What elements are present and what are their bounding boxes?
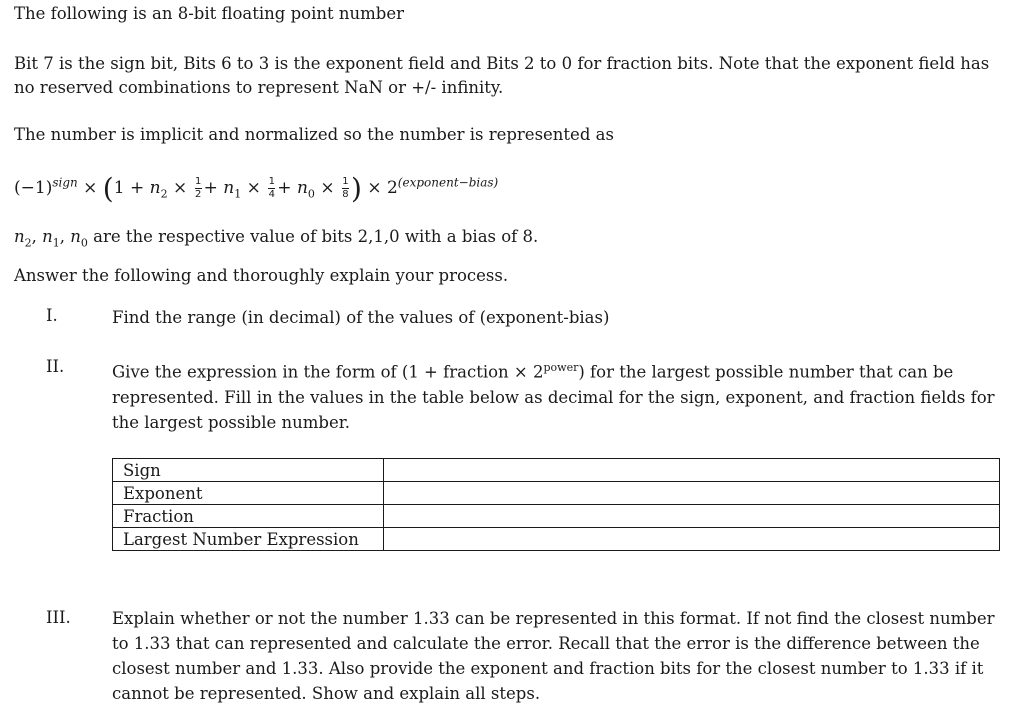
formula-n0: n [296, 178, 308, 198]
bits-note-text: are the respective value of bits 2,1,0 with a bias of 8. [93, 227, 539, 246]
formula-times: × [320, 178, 335, 198]
question-2-number: II. [46, 357, 65, 376]
table-row [113, 528, 1000, 551]
formula-open-paren: ( [102, 172, 114, 205]
table-value-fraction[interactable] [384, 505, 1000, 528]
formula-n0-sub: 0 [307, 187, 315, 201]
normalized-text: The number is implicit and normalized so the number is represented as [14, 125, 614, 144]
question-1-number: I. [46, 306, 58, 325]
formula-one-plus: 1 + [113, 178, 145, 198]
bits-note: $n_2$, $n_1$, $n_0$ are the respective value of bits 2,1,0 with a bias of 8. [14, 227, 539, 250]
formula-n1: n [223, 178, 235, 198]
table-label-sign: Sign [113, 459, 384, 482]
formula-plus: + [277, 178, 292, 198]
formula-sign-exponent: sign [52, 175, 78, 190]
formula [14, 172, 498, 205]
question-3-number: III. [46, 608, 71, 627]
formula-n1-sub: 1 [234, 187, 242, 201]
formula-times: × [367, 178, 382, 198]
format-description: Bit 7 is the sign bit, Bits 6 to 3 is the exponent field and Bits 2 to 0 for fraction bits. Note that the exponent field has no reserved combinations to represent NaN or +/- infinity. [14, 54, 990, 97]
fraction-eighth: $\frac{1}{8}$ [342, 176, 349, 200]
table-value-exponent[interactable] [384, 482, 1000, 505]
intro-text: The following is an 8-bit floating point number [14, 4, 404, 23]
question-3-text: Explain whether or not the number 1.33 can be represented in this format. If not find the closest number to 1.33 that can represented and calculate the error. Recall that the error is the difference between the closest number and 1.33. Also provide the exponent and fraction bits for the closest number to 1.33 if it cannot be represented. Show and explain all steps. [112, 609, 995, 703]
formula-two: 2 [386, 178, 398, 198]
question-1-text: Find the range (in decimal) of the values of (exponent-bias) [112, 308, 610, 327]
fraction-quarter: $\frac{1}{4}$ [268, 176, 275, 200]
formula-exponent: (exponent−bias) [397, 175, 499, 190]
table-label-fraction: Fraction [113, 505, 384, 528]
table-row [113, 459, 1000, 482]
question-2-text: Give the expression in the form of (1 + fraction × $2^{power}$) for the largest possible number that can be represented. Fill in the values in the table below as decimal for the sign, exponent, and fraction fields for the largest possible number. [112, 361, 995, 432]
table-label-exponent: Exponent [113, 482, 384, 505]
formula-plus: + [203, 178, 218, 198]
formula-sign-base: (−1) [14, 178, 53, 198]
table-row [113, 505, 1000, 528]
answer-table [112, 458, 1000, 551]
answer-prompt: Answer the following and thoroughly explain your process. [14, 266, 509, 285]
table-row [113, 482, 1000, 505]
formula-close-paren: ) [350, 172, 362, 205]
formula-times: × [83, 178, 98, 198]
formula-times: × [172, 178, 188, 198]
table-value-largest-expression[interactable] [384, 528, 1000, 551]
formula-n2-sub: 2 [160, 187, 168, 201]
formula-times: × [246, 178, 261, 198]
formula-n2: n [149, 178, 161, 198]
fraction-half: $\frac{1}{2}$ [194, 176, 202, 200]
table-label-largest-expression: Largest Number Expression [113, 528, 384, 551]
table-value-sign[interactable] [384, 459, 1000, 482]
